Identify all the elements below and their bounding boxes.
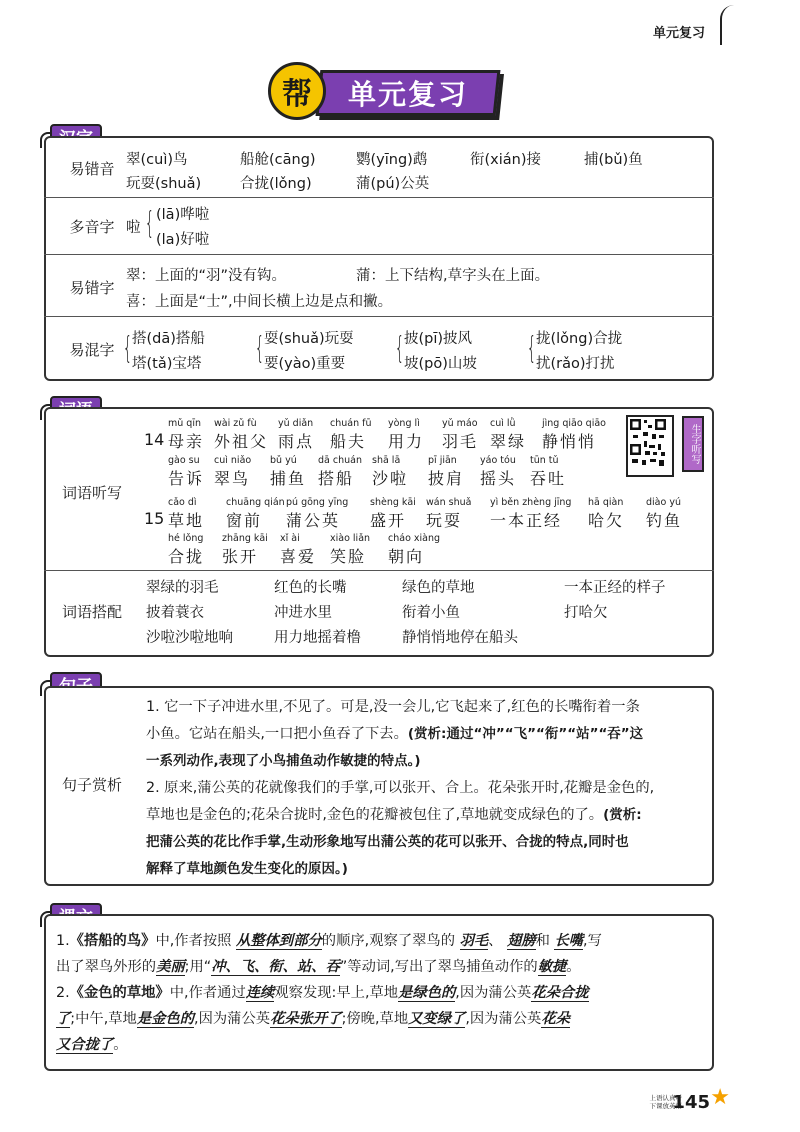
collocation: 红色的长嘴 [274,580,347,596]
dictation-word [370,497,416,531]
dictation-word [168,497,204,531]
dictation-word [542,418,606,452]
word-hanzi: 沙啦 [372,469,409,488]
brace: { [254,331,265,366]
footer-slogan-line: 下课放英语 [649,1102,682,1110]
header-decoration [720,5,738,45]
pinyin-item: 蒲(pú)公英 [356,176,430,192]
answer-blank: 花朵张开了 [270,1011,342,1027]
dictation-word [428,455,464,489]
divider [44,254,714,255]
answer-blank: 美丽 [156,959,185,975]
confusable-item: 搭(dā)搭船 [132,331,205,347]
dictation-word [490,497,571,531]
word-hanzi: 摇头 [480,469,517,488]
word-hanzi: 草地 [168,511,205,530]
text: ”等动词,写出了翠鸟捕鱼动作的 [339,959,538,975]
word-hanzi: 羽毛 [442,432,479,451]
star-icon: ★ [710,1085,730,1110]
answer-blank: 长嘴 [554,933,584,949]
dictation-word [270,455,306,489]
word-pinyin: diào yú [646,497,681,508]
summary-line [56,928,706,954]
lesson-title: 《搭船的鸟》 [69,933,156,949]
lesson-title: 《金色的草地》 [69,985,170,1001]
word-hanzi: 钓鱼 [646,511,683,530]
word-pinyin: hé lǒng [168,533,204,544]
dictation-word [442,418,478,452]
brace: { [144,206,155,241]
text-summary [56,928,706,1058]
word-hanzi: 捕鱼 [270,469,307,488]
word-pinyin: xǐ ài [280,533,300,544]
word-pinyin: wài zǔ fù [214,418,257,429]
dictation-word [588,497,624,531]
sentence-line [146,721,706,748]
word-hanzi: 朝向 [388,547,425,566]
answer-blank: 是绿色的 [398,985,456,1001]
brace: { [122,331,133,366]
word-hanzi: 窗前 [226,511,263,530]
answer-blank: 花朵合拢 [531,985,589,1001]
qr-code[interactable] [626,415,674,477]
word-pinyin: yǔ máo [442,418,478,429]
word-hanzi: 笑脸 [330,547,367,566]
word-hanzi: 母亲 [168,432,205,451]
text: ,因为蒲公英 [194,1011,271,1027]
word-hanzi: 披肩 [428,469,465,488]
word-pinyin: cuì lǜ [490,418,516,429]
word-hanzi: 船夫 [330,432,367,451]
category-label: 词语搭配 [61,603,122,621]
text: ;傍晚,草地 [341,1011,409,1027]
pinyin-item: 玩耍(shuǎ) [126,176,202,192]
dictation-word [286,497,348,531]
page-title: 单元复习 [347,78,468,111]
answer-blank: 从整体到部分 [236,933,322,949]
text: 。 [113,1037,128,1053]
brace: { [526,331,537,366]
word-pinyin: jìng qiāo qiāo [542,418,606,429]
page-number: 145 [672,1092,710,1113]
category-label: 易混字 [69,341,115,359]
pinyin-item: 捕(bǔ)鱼 [584,152,643,168]
word-hanzi: 哈欠 [588,511,625,530]
text: ;用“ [184,959,212,975]
lesson-number: 14 [144,430,165,449]
answer-blank: 羽毛 [459,933,489,949]
dictation-word [490,418,526,452]
collocation: 用力地摇着橹 [274,630,361,646]
pinyin-item: 船舱(cāng) [240,152,316,168]
word-hanzi: 搭船 [318,469,355,488]
dictation-word [214,418,268,452]
divider [44,316,714,317]
category-label: 词语听写 [61,484,122,502]
dictation-word [330,533,370,567]
summary-line [56,954,706,980]
error-char-note: 翠：上面的“羽”没有钩。 [126,268,287,284]
collocation: 一本正经的样子 [564,580,666,596]
sentence-line [146,802,706,829]
dictation-word [278,418,314,452]
text: ,写 [583,933,602,949]
word-pinyin: wán shuǎ [426,497,472,508]
divider [44,570,714,571]
word-pinyin: chuāng qián [226,497,285,508]
error-char-note: 蒲：上下结构,草字头在上面。 [356,268,550,284]
word-pinyin: xiào liǎn [330,533,371,544]
confusable-item: 披(pī)披风 [404,331,473,347]
confusable-item: 要(yào)重要 [264,356,346,372]
summary-line [56,1006,706,1032]
word-hanzi: 吞吐 [530,469,567,488]
appreciation: (赏析: [603,807,642,823]
word-pinyin: yì běn zhèng jīng [490,497,572,508]
appreciation: (赏析:通过“冲”“飞”“衔”“站”“吞”这 [407,726,644,742]
sentence-text: 小鱼。它站在船头,一口把小鱼吞了下去。 [146,726,408,742]
pinyin-item: 翠(cuì)鸟 [126,152,188,168]
word-hanzi: 喜爱 [280,547,317,566]
word-pinyin: tūn tǔ [530,455,559,466]
dictation-word [372,455,408,489]
polyphone-reading: (la)好啦 [156,232,210,248]
dictation-word [318,455,362,489]
word-pinyin: gào su [168,455,200,466]
word-pinyin: shā lā [372,455,401,466]
dictation-word [222,533,268,567]
polyphone-char: 啦 [126,220,141,236]
collocation: 翠绿的羽毛 [146,580,219,596]
word-hanzi: 蒲公英 [286,511,341,530]
dictation-word [388,418,424,452]
category-label: 多音字 [69,218,115,236]
text: 出了翠鸟外形的 [56,959,157,975]
dictation-word [168,418,204,452]
category-label: 易错字 [69,279,115,297]
banner-badge: 帮 [268,62,326,120]
collocation: 冲进水里 [274,605,332,621]
text: 、 [488,933,503,949]
word-pinyin: yòng lì [388,418,420,429]
dictation-word [530,455,566,489]
dictation-word [426,497,471,531]
word-hanzi: 翠绿 [490,432,527,451]
collocation: 绿色的草地 [402,580,475,596]
word-hanzi: 告诉 [168,469,205,488]
text: 和 [535,933,550,949]
word-pinyin: yáo tóu [480,455,516,466]
word-pinyin: pī jiān [428,455,457,466]
summary-line [56,1032,706,1058]
collocation: 打哈欠 [564,605,608,621]
banner [316,70,501,116]
word-pinyin: pú gōng yīng [286,497,349,508]
word-hanzi: 雨点 [278,432,315,451]
appreciation: 把蒲公英的花比作手掌,生动形象地写出蒲公英的花可以张开、合拢的特点,同时也 [146,834,629,850]
word-pinyin: chuán fū [330,418,372,429]
word-hanzi: 外祖父 [214,432,269,451]
dictation-word [330,418,372,452]
text: 中,作者按照 [155,933,232,949]
dictation-word [388,533,440,567]
text: ,因为蒲公英 [465,1011,542,1027]
divider [44,197,714,198]
collocation: 沙啦沙啦地响 [146,630,233,646]
error-char-note: 喜：上面是“士”,中间长横上边是点和撇。 [126,294,393,310]
text: 中,作者通过 [169,985,246,1001]
category-label: 易错音 [69,160,115,178]
word-hanzi: 用力 [388,432,425,451]
word-pinyin: yǔ diǎn [278,418,314,429]
qr-pattern [628,417,668,471]
word-hanzi: 静悄悄 [542,432,597,451]
text: ;中午,草地 [70,1011,137,1027]
collocation: 静悄悄地停在船头 [402,630,518,646]
text: 2. [56,985,70,1001]
dictation-word [480,455,516,489]
answer-blank: 敏捷 [537,959,567,975]
text: 1. [56,933,70,949]
word-pinyin: dā chuán [318,455,362,466]
answer-blank: 是金色的 [136,1011,195,1027]
answer-blank: 了 [56,1011,71,1027]
dictation-word [646,497,682,531]
answer-blank: 冲、飞、衔、站、吞 [211,959,340,975]
dictation-word [226,497,285,531]
word-hanzi: 翠鸟 [214,469,251,488]
text: 的顺序,观察了翠鸟的 [321,933,456,949]
footer-slogan-line: 上语认真听 [649,1094,682,1102]
pinyin-item: 鹦(yīng)鹉 [356,152,428,168]
word-pinyin: cháo xiàng [388,533,441,544]
dictation-word [214,455,251,489]
word-pinyin: bǔ yú [270,455,297,466]
word-pinyin: cuì niǎo [214,455,252,466]
text: 观察发现:早上,草地 [274,985,399,1001]
dictation-word [280,533,316,567]
sentence-text: 草地也是金色的;花朵合拢时,金色的花瓣被包住了,草地就变成绿色的了。 [146,807,604,823]
word-pinyin: mǔ qīn [168,418,201,429]
word-hanzi: 盛开 [370,511,407,530]
category-label: 句子赏析 [61,776,122,794]
qr-label: 生字听写 [682,416,704,472]
running-header: 单元复习 [652,26,705,41]
word-pinyin: shèng kāi [370,497,416,508]
lesson-number: 15 [144,509,165,528]
text: ,因为蒲公英 [455,985,532,1001]
sentence-block [146,694,706,883]
appreciation: 一系列动作,表现了小鸟捕鱼动作敏捷的特点。) [146,753,421,769]
word-hanzi: 张开 [222,547,259,566]
polyphone-reading: (lā)哗啦 [156,207,210,223]
confusable-item: 扰(rǎo)打扰 [536,356,615,372]
word-hanzi: 合拢 [168,547,205,566]
word-pinyin: hā qiàn [588,497,624,508]
sentence-line: 2. 原来,蒲公英的花就像我们的手掌,可以张开、合上。花朵张开时,花瓣是金色的, [146,780,655,796]
dictation-word [168,455,204,489]
confusable-item: 塔(tǎ)宝塔 [132,356,202,372]
text: 。 [566,959,581,975]
sentence-line: 1. 它一下子冲进水里,不见了。可是,没一会儿,它飞起来了,红色的长嘴衔着一条 [146,699,640,715]
word-pinyin: zhāng kāi [222,533,268,544]
pinyin-item: 合拢(lǒng) [240,176,312,192]
word-pinyin: cǎo dì [168,497,197,508]
dictation-word [168,533,204,567]
appreciation: 解释了草地颜色发生变化的原因。) [146,861,348,877]
confusable-item: 坡(pō)山坡 [404,356,477,372]
answer-blank: 又变绿了 [408,1011,466,1027]
collocation: 披着蓑衣 [146,605,204,621]
word-hanzi: 玩耍 [426,511,463,530]
summary-line [56,980,706,1006]
answer-blank: 翅膀 [507,933,536,949]
collocation: 衔着小鱼 [402,605,460,621]
confusable-item: 拢(lǒng)合拢 [536,331,623,347]
answer-blank: 又合拢了 [56,1037,114,1053]
pinyin-item: 衔(xián)接 [470,152,541,168]
confusable-item: 耍(shuǎ)玩耍 [264,331,354,347]
brace: { [394,331,405,366]
answer-blank: 连续 [245,985,275,1001]
answer-blank: 花朵 [541,1011,570,1027]
word-hanzi: 一本正经 [490,511,563,530]
